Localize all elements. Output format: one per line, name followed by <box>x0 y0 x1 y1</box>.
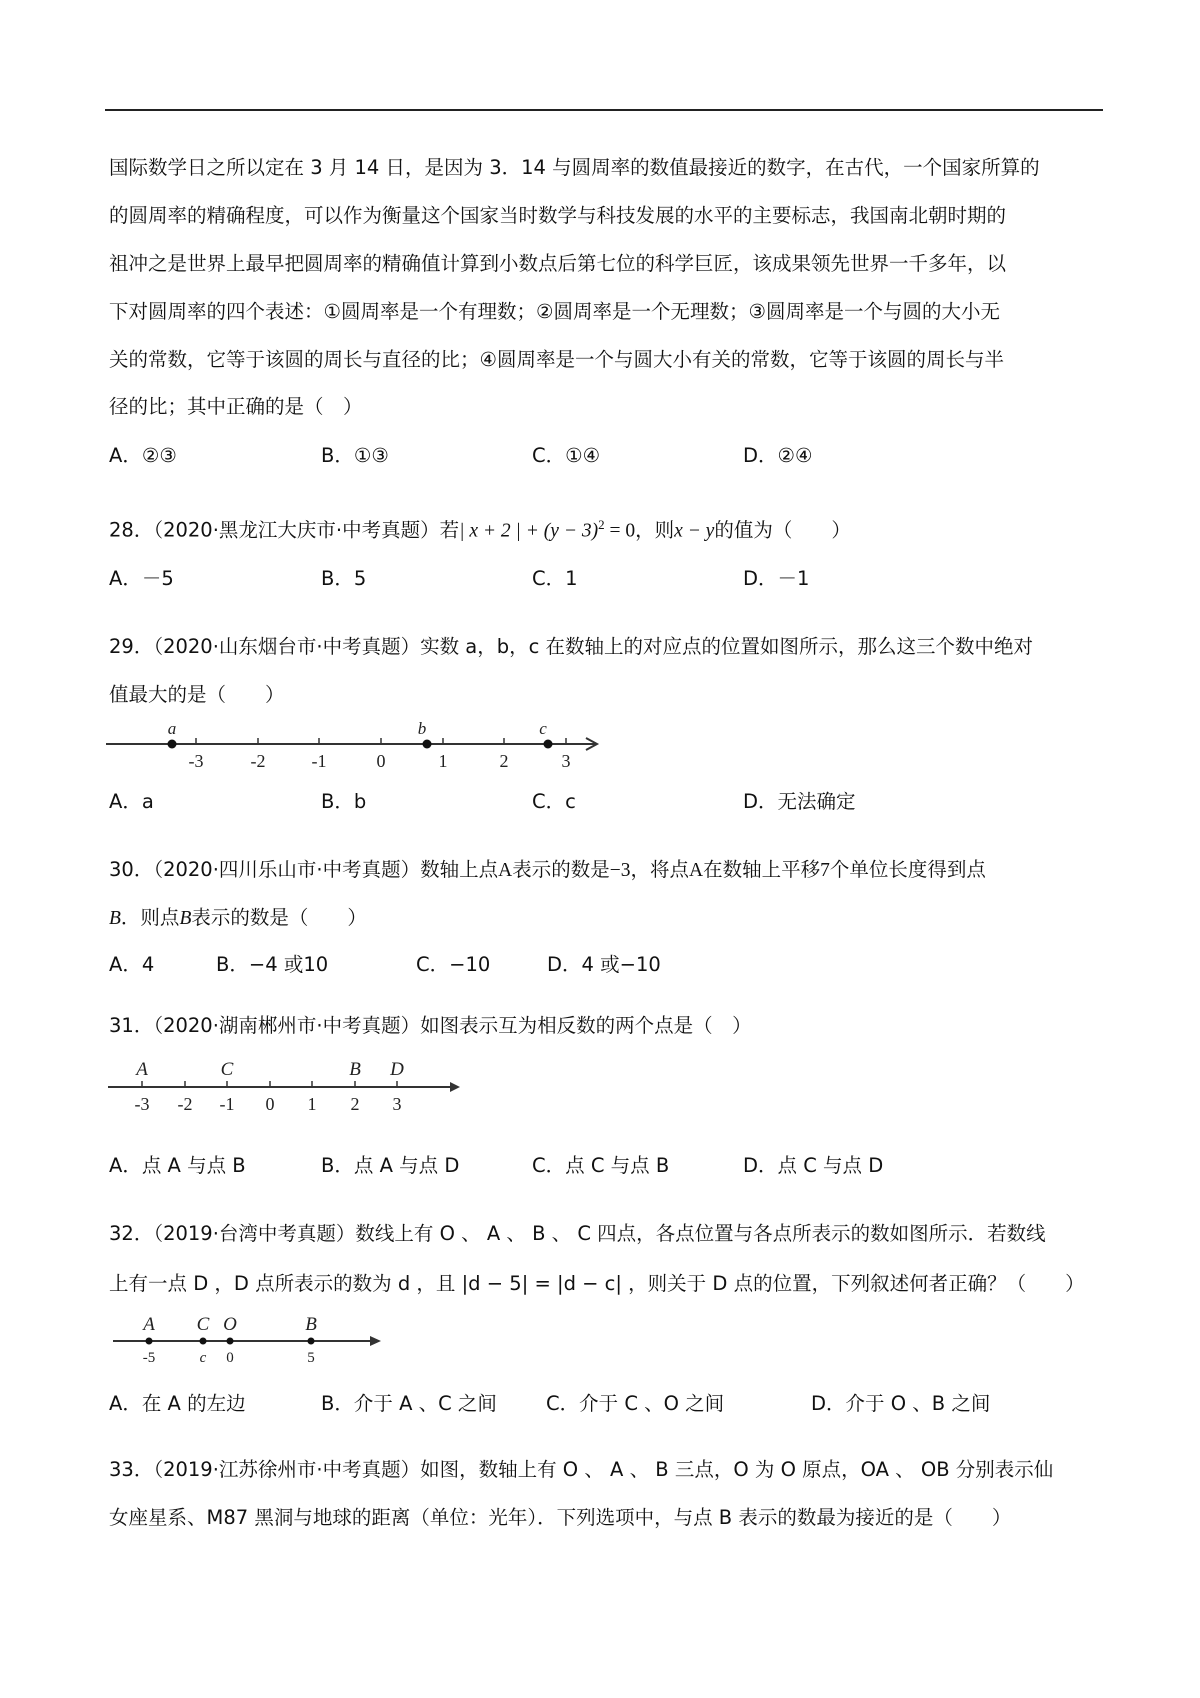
text-part: ，将点 <box>630 858 689 881</box>
expression: x − y <box>674 520 715 542</box>
tick-label: 2 <box>350 1094 360 1114</box>
point-label: B <box>349 1059 361 1080</box>
point-b <box>308 1338 315 1345</box>
point-o <box>227 1338 234 1345</box>
text-line: 的圆周率的精确程度，可以作为衡量这个国家当时数学与科技发展的水平的主要标志，我国南北朝时期的 <box>109 204 1007 227</box>
option-a: A．在 A 的左边 <box>109 1392 246 1415</box>
option-c: C．①④ <box>532 444 601 467</box>
text-line: 国际数学日之所以定在 3 月 14 日，是因为 3．14 与圆周率的数值最接近的数字，在古代，一个国家所算的 <box>109 156 1040 179</box>
point-c <box>200 1338 207 1345</box>
option-c: C．1 <box>532 567 578 590</box>
value-label: 5 <box>307 1350 315 1366</box>
tick-label: 1 <box>307 1094 317 1114</box>
tick-label: -2 <box>250 751 266 771</box>
tick-label: 1 <box>438 751 448 771</box>
option-a: A．－5 <box>109 567 174 590</box>
value: −3 <box>609 860 631 881</box>
point-b <box>423 740 432 749</box>
option-d: D．无法确定 <box>743 790 856 813</box>
option-d: D．－1 <box>743 567 810 590</box>
formula-exponent: 2 <box>598 517 605 532</box>
value-label: -5 <box>142 1350 156 1366</box>
point-a-label: A <box>498 860 513 881</box>
tick-label: -3 <box>134 1094 150 1114</box>
option-b: B．−4 或10 <box>216 953 329 976</box>
point-label: B <box>305 1314 317 1335</box>
formula: | x + 2 | + (y − 3) <box>459 520 599 542</box>
tick-label: 3 <box>392 1094 402 1114</box>
text-line: 下对圆周率的四个表述：①圆周率是一个有理数；②圆周率是一个无理数；③圆周率是一个与圆的大小无 <box>109 300 1000 323</box>
tick-label: 3 <box>561 751 571 771</box>
point-label: D <box>390 1059 404 1080</box>
option-b: B．点 A 与点 D <box>321 1154 460 1177</box>
option-a: A．点 A 与点 B <box>109 1154 246 1177</box>
text-part: 个单位长度得到点 <box>829 858 986 881</box>
option-d: D．介于 O 、B 之间 <box>811 1392 991 1415</box>
question-line: 33．（2019·江苏徐州市·中考真题）如图，数轴上有 O 、 A 、 B 三点，O 为 O 原点，OA 、 OB 分别表示仙 <box>109 1458 1054 1481</box>
tick-label: 0 <box>265 1094 275 1114</box>
question-line: 32．（2019·台湾中考真题）数线上有 O 、 A 、 B 、 C 四点，各点位置与各点所表示的数如图所示．若数线 <box>109 1222 1046 1245</box>
point-a <box>168 740 177 749</box>
point-label: a <box>167 722 177 738</box>
option-c: C．点 C 与点 B <box>532 1154 670 1177</box>
point-label: C <box>220 1059 234 1080</box>
value-label: c <box>199 1350 207 1366</box>
point-a <box>146 1338 153 1345</box>
point-b-label: B <box>179 908 192 929</box>
option-a: A．4 <box>109 953 155 976</box>
option-d: D．4 或−10 <box>547 953 661 976</box>
question-line: 女座星系、M87 黑洞与地球的距离（单位：光年）．下列选项中，与点 B 表示的数最为接近的是（ ） <box>109 1506 1012 1529</box>
option-d: D．②④ <box>743 444 813 467</box>
option-c: C．c <box>532 790 576 813</box>
option-b: B．介于 A 、C 之间 <box>321 1392 497 1415</box>
option-b: B．b <box>321 790 367 813</box>
option-d: D．点 C 与点 D <box>743 1154 884 1177</box>
option-b: B．5 <box>321 567 367 590</box>
point-label: A <box>143 1314 155 1335</box>
point-label: c <box>539 722 547 738</box>
question-text <box>109 511 851 546</box>
question-suffix: 的值为（ ） <box>714 518 851 542</box>
question-line: 31．（2020·湖南郴州市·中考真题）如图表示互为相反数的两个点是（ ） <box>109 1014 752 1037</box>
tick-label: 0 <box>376 751 386 771</box>
point-b-label: B <box>109 908 121 929</box>
text-line: 祖冲之是世界上最早把圆周率的精确值计算到小数点后第七位的科学巨匠，该成果领先世界一千多年，以 <box>109 252 1007 275</box>
text-part: 30．（2020·四川乐山市·中考真题）数轴上点 <box>109 858 499 881</box>
number-line-q32 <box>105 1312 395 1372</box>
question-text-line2 <box>109 904 367 933</box>
header-rule <box>105 109 1103 111</box>
option-a: A．a <box>109 790 154 813</box>
question-mid: ，则 <box>635 518 675 542</box>
formula-tail: = 0 <box>604 520 636 542</box>
option-b: B．①③ <box>321 444 389 467</box>
option-c: C．−10 <box>416 953 491 976</box>
tick-label: -1 <box>219 1094 235 1114</box>
text-part: 在数轴上平移 <box>703 858 821 881</box>
point-label: C <box>196 1314 210 1335</box>
point-c <box>544 740 553 749</box>
point-a-label: A <box>688 860 704 881</box>
text-line: 径的比；其中正确的是（ ） <box>109 395 363 418</box>
number-line-q29 <box>100 722 620 782</box>
value: 7 <box>820 860 830 881</box>
value-label: 0 <box>226 1350 234 1366</box>
tick-label: -1 <box>311 751 327 771</box>
number-line-q31 <box>100 1058 470 1122</box>
tick-label: 2 <box>499 751 509 771</box>
question-line: 值最大的是（ ） <box>109 683 285 706</box>
option-c: C．介于 C 、O 之间 <box>546 1392 725 1415</box>
option-a: A．②③ <box>109 444 177 467</box>
text-part: 表示的数是（ ） <box>191 906 367 929</box>
tick-label: -3 <box>188 751 204 771</box>
text-part: ．则点 <box>120 906 180 929</box>
question-line: 上有一点 D ，D 点所表示的数为 d ，且 |d − 5| = |d − c| ，则关于 D 点的位置，下列叙述何者正确？（ ） <box>109 1272 1085 1295</box>
question-line: 29．（2020·山东烟台市·中考真题）实数 a，b，c 在数轴上的对应点的位置如图所示，那么这三个数中绝对 <box>109 635 1034 658</box>
question-prefix: 28．（2020·黑龙江大庆市·中考真题）若 <box>109 518 460 542</box>
question-text <box>109 856 986 885</box>
point-label: A <box>136 1059 148 1080</box>
text-part: 表示的数是 <box>512 858 610 881</box>
tick-label: -2 <box>177 1094 193 1114</box>
point-label: O <box>223 1314 237 1335</box>
point-label: b <box>417 722 427 738</box>
text-line: 关的常数，它等于该圆的周长与直径的比；④圆周率是一个与圆大小有关的常数，它等于该圆的周长与半 <box>109 348 1004 371</box>
